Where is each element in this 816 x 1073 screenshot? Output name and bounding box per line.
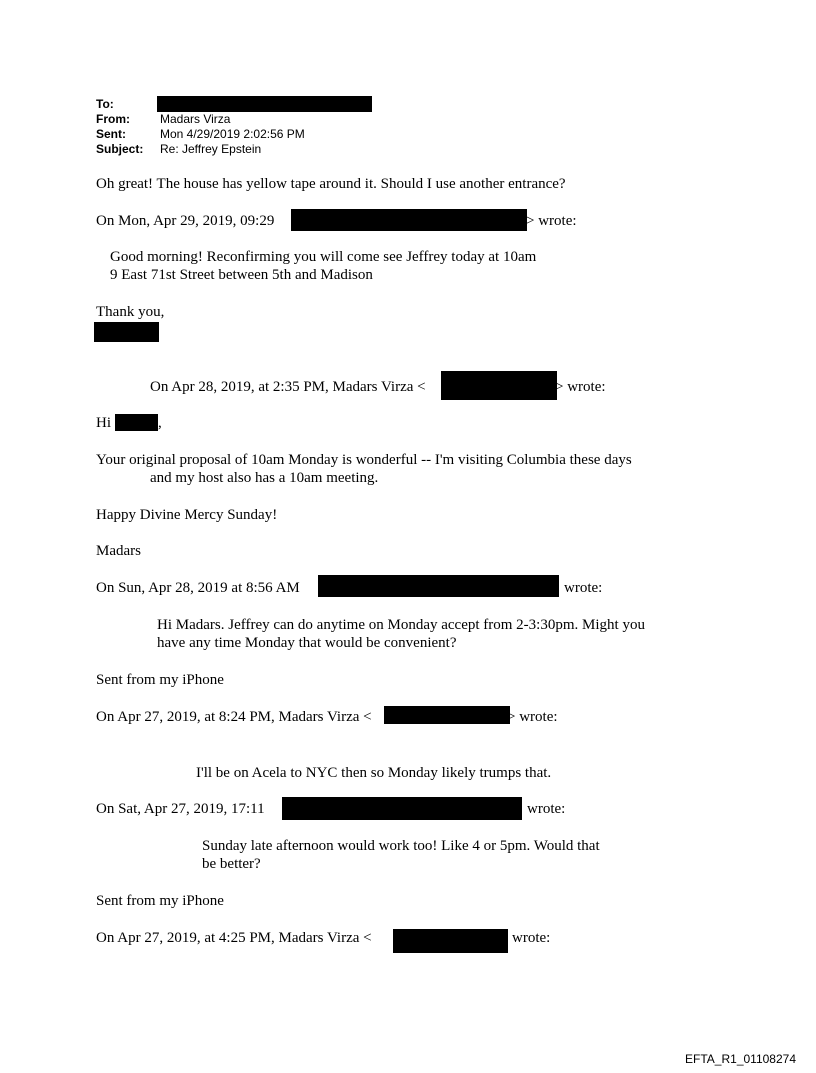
body-line: Thank you, [96, 304, 165, 320]
body-line: Happy Divine Mercy Sunday! [96, 507, 278, 523]
from-row [96, 112, 230, 127]
redaction-box [115, 414, 158, 431]
to-label: To: [96, 97, 114, 111]
to-row [96, 97, 160, 112]
quote-header-tail: > wrote: [507, 709, 558, 725]
quote-header: On Sun, Apr 28, 2019 at 8:56 AM [96, 580, 300, 596]
body-line: Oh great! The house has yellow tape around it. Should I use another entrance? [96, 176, 566, 192]
body-line: , [158, 415, 162, 431]
body-line: Hi Madars. Jeffrey can do anytime on Monday accept from 2-3:30pm. Might you [157, 617, 645, 633]
redaction-box [441, 371, 557, 400]
quote-header: On Apr 27, 2019, at 8:24 PM, Madars Virza < [96, 709, 372, 725]
quote-header: On Apr 28, 2019, at 2:35 PM, Madars Virza < [150, 379, 426, 395]
subject-value: Re: Jeffrey Epstein [160, 142, 262, 156]
document-id: EFTA_R1_01108274 [685, 1052, 796, 1066]
body-line: Hi [96, 415, 111, 431]
redaction-box [393, 929, 508, 953]
quote-header-tail: wrote: [527, 801, 566, 817]
redaction-box [94, 322, 159, 342]
email-header [0, 0, 816, 170]
body-line: Madars [96, 543, 141, 559]
from-label: From: [96, 112, 130, 126]
redaction-box [318, 575, 559, 597]
body-line: have any time Monday that would be convenient? [157, 635, 457, 651]
redaction-box [291, 209, 527, 231]
body-line: Sunday late afternoon would work too! Like 4 or 5pm. Would that [202, 838, 600, 854]
sent-row [96, 127, 305, 142]
quote-header: On Apr 27, 2019, at 4:25 PM, Madars Virza < [96, 930, 372, 946]
redaction-box [282, 797, 522, 820]
body-line: Your original proposal of 10am Monday is wonderful -- I'm visiting Columbia these days [96, 452, 632, 468]
quote-header-tail: wrote: [564, 580, 603, 596]
redaction-box [157, 96, 372, 112]
body-line: I'll be on Acela to NYC then so Monday likely trumps that. [196, 765, 552, 781]
quote-header-tail: > wrote: [555, 379, 606, 395]
redaction-box [384, 706, 510, 724]
body-line: Sent from my iPhone [96, 672, 224, 688]
quote-header: On Mon, Apr 29, 2019, 09:29 [96, 213, 275, 229]
body-line: 9 East 71st Street between 5th and Madison [110, 267, 373, 283]
sent-value: Mon 4/29/2019 2:02:56 PM [160, 127, 305, 141]
body-line: Good morning! Reconfirming you will come see Jeffrey today at 10am [110, 249, 537, 265]
sent-label: Sent: [96, 127, 126, 141]
quote-header: On Sat, Apr 27, 2019, 17:11 [96, 801, 265, 817]
body-line: and my host also has a 10am meeting. [150, 470, 379, 486]
subject-label: Subject: [96, 142, 144, 156]
body-line: be better? [202, 856, 261, 872]
quote-header-tail: wrote: [512, 930, 551, 946]
subject-row [96, 142, 261, 157]
from-value: Madars Virza [160, 112, 231, 126]
quote-header-tail: > wrote: [526, 213, 577, 229]
body-line: Sent from my iPhone [96, 893, 224, 909]
